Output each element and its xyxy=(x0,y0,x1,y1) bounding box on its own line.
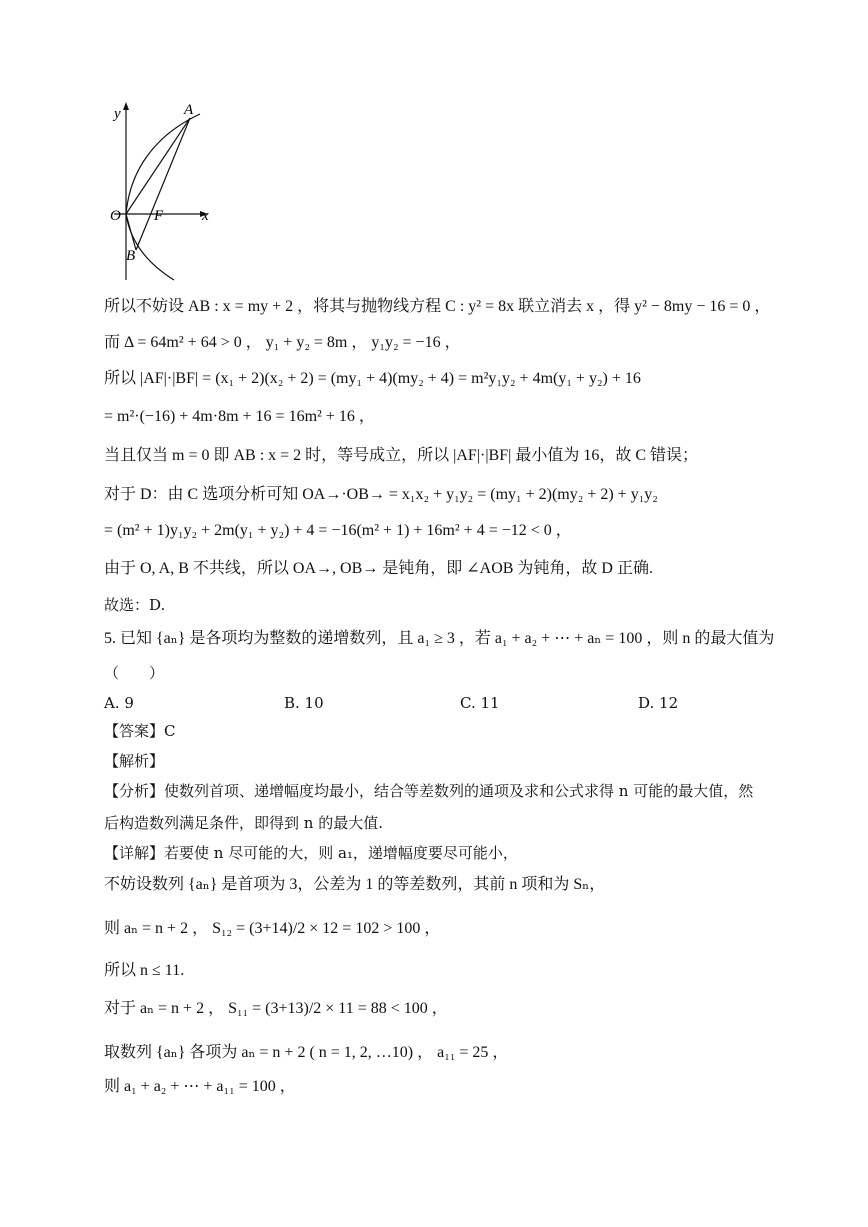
text-line: 故选：D. xyxy=(104,596,166,614)
question-paren: （ ） xyxy=(104,664,165,682)
detail-line: 取数列 {aₙ} 各项为 aₙ = n + 2 ( n = 1, 2, …10) ， a₁₁ = 25 ， xyxy=(104,1044,509,1061)
text-line: 对于 D：由 C 选项分析可知 OA→·OB→ = x₁x₂ + y₁y₂ = (my₁ + 2)(my₂ + 2) + y₁y₂ xyxy=(104,486,658,503)
text-line: 而 Δ = 64m² + 64 > 0 ， y₁ + y₂ = 8m ， y₁y₂ = −16 ， xyxy=(104,334,461,351)
option-d: D. 12 xyxy=(638,694,679,712)
analysis-line: 后构造数列满足条件，即得到 n 的最大值. xyxy=(104,814,383,832)
label-a: A xyxy=(184,102,194,118)
text-line: 所以 |AF|·|BF| = (x₁ + 2)(x₂ + 2) = (my₁ + 4)(my₂ + 4) = m²y₁y₂ + 4m(y₁ + y₂) + 16 xyxy=(104,370,641,387)
detail-line: 所以 n ≤ 11. xyxy=(104,962,185,979)
label-x: x xyxy=(202,208,209,224)
detail-line: 则 a₁ + a₂ + ⋯ + a₁₁ = 100 ， xyxy=(104,1078,296,1095)
parabola-curve xyxy=(126,114,200,214)
label-b: B xyxy=(126,248,136,264)
detail-line: 不妨设数列 {aₙ} 是首项为 3，公差为 1 的等差数列，其前 n 项和为 Sₙ， xyxy=(104,876,606,893)
text-line: = m²·(−16) + 4m·8m + 16 = 16m² + 16 ， xyxy=(104,408,375,425)
detail-line: 对于 aₙ = n + 2 ， S₁₁ = (3+13)/2 × 11 = 88 < 100 ， xyxy=(104,1000,448,1017)
question-5: 5. 已知 {aₙ} 是各项均为整数的递增数列，且 a₁ ≥ 3 ，若 a₁ + a₂ + ⋯ + aₙ = 100 ，则 n 的最大值为 xyxy=(104,630,775,647)
segment-ob xyxy=(126,214,136,250)
detail-line: 【详解】若要使 n 尽可能的大，则 a₁，递增幅度要尽可能小， xyxy=(104,844,518,862)
analysis-heading: 【解析】 xyxy=(104,752,165,770)
text-line: 当且仅当 m = 0 即 AB : x = 2 时，等号成立，所以 |AF|·|BF| 最小值为 16，故 C 错误； xyxy=(104,447,699,464)
parabola-curve-lower xyxy=(126,214,174,280)
text-line: = (m² + 1)y₁y₂ + 2m(y₁ + y₂) + 4 = −16(m² + 1) + 16m² + 4 = −12 < 0 ， xyxy=(104,522,572,539)
label-y: y xyxy=(114,106,121,122)
text-line: 所以不妨设 AB : x = my + 2 ，将其与抛物线方程 C : y² = 8x 联立消去 x ，得 y² − 8my − 16 = 0 ， xyxy=(104,298,771,315)
label-f: F xyxy=(154,208,164,224)
parabola-figure xyxy=(100,100,230,290)
detail-line: 则 aₙ = n + 2 ， S₁₂ = (3+14)/2 × 12 = 102 > 100 ， xyxy=(104,920,441,937)
text-line: 由于 O, A, B 不共线，所以 OA→, OB→ 是钝角，即 ∠AOB 为钝角，故 D 正确. xyxy=(104,560,653,577)
segment-oa xyxy=(126,118,190,214)
y-axis-arrow xyxy=(123,102,129,110)
answer-line: 【答案】C xyxy=(104,722,176,740)
label-o: O xyxy=(110,208,121,224)
option-a: A. 9 xyxy=(104,694,134,712)
analysis-line: 【分析】使数列首项、递增幅度均最小，结合等差数列的通项及求和公式求得 n 可能的最大值，然 xyxy=(104,782,754,800)
option-b: B. 10 xyxy=(284,694,324,712)
option-c: C. 11 xyxy=(460,694,500,712)
